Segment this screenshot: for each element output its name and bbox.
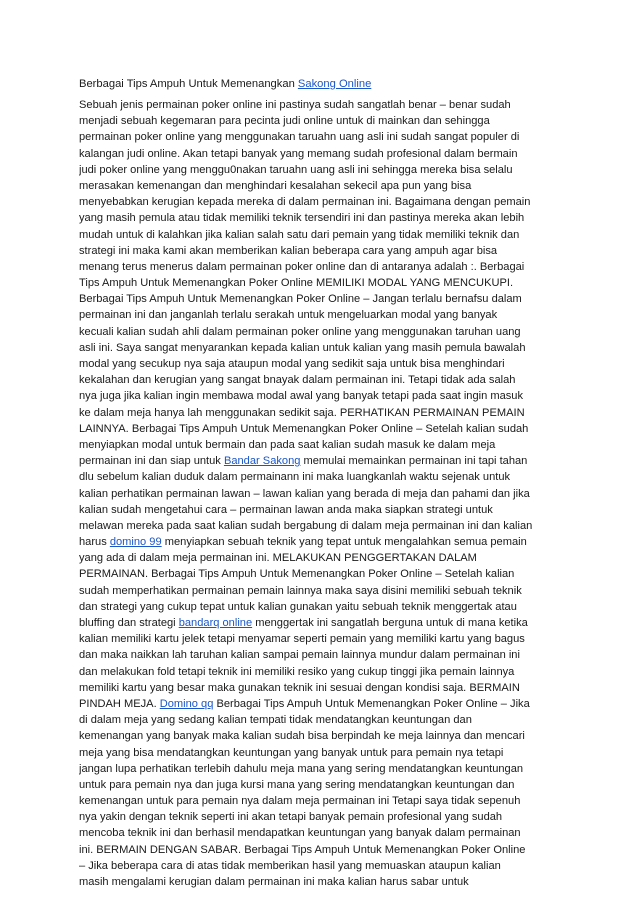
text-line bbox=[79, 486, 564, 502]
text-segment: ke dalam meja hanya lah menggunakan sedikit saja. PERHATIKAN PERMAINAN PEMAIN bbox=[79, 406, 525, 419]
text-segment: yang masih pemula atau tidak memiliki teknik tersendiri ini dan pastinya mereka akan lebih bbox=[79, 212, 525, 225]
text-line bbox=[79, 469, 564, 485]
text-line bbox=[79, 647, 564, 663]
text-segment: kemenangan yang banyak maka kalian sudah bisa berpindah ke meja lainnya dan mencari bbox=[79, 730, 525, 743]
text-line bbox=[79, 437, 564, 453]
text-line bbox=[79, 453, 564, 469]
text-segment: – Jika beberapa cara di atas tidak memberikan hasil yang memuaskan ataupun kalian bbox=[79, 859, 501, 872]
text-line bbox=[79, 712, 564, 728]
text-segment: modal yang secukup nya saja ataupun modal yang sedikit saja untuk bisa menghindari bbox=[79, 358, 505, 370]
text-segment: strategi ini maka kami akan memberikan kalian beberapa cara yang ampuh agar bisa bbox=[79, 244, 498, 257]
text-segment: menjadi sebuah kegemaran para pecinta judi online untuk di mainkan dan sehingga bbox=[79, 115, 490, 128]
text-segment: PERMAINAN. Berbagai Tips Ampuh Untuk Memenangkan Poker Online – Setelah kalian bbox=[79, 568, 515, 581]
text-segment: mencoba teknik ini dan berhasil mendapatkan keuntungan yang banyak dalam permainan bbox=[79, 827, 521, 840]
text-segment: meja yang bisa mendatangkan keuntungan yang banyak untuk para pemain nya tetapi bbox=[79, 746, 504, 759]
text-line bbox=[79, 518, 564, 534]
text-segment: jangan lupa perhatikan terlebih dahulu meja mana yang sering mendatangkan keuntungan bbox=[79, 762, 524, 775]
text-line bbox=[79, 97, 564, 113]
text-line bbox=[79, 825, 564, 841]
text-segment: dan maka naikkan lah taruhan kalian sampai pemain lainnya mundur dalam permainan ini bbox=[79, 649, 520, 662]
text-segment: dan melakukan fold tetapi teknik ini memiliki resiko yang cukup tinggi jika pemain lainnya bbox=[79, 665, 515, 678]
text-line bbox=[79, 696, 564, 712]
text-segment: ini. BERMAIN DENGAN SABAR. Berbagai Tips Ampuh Untuk Memenangkan Poker Online bbox=[79, 843, 526, 856]
text-line bbox=[79, 275, 564, 291]
text-segment: kekalahan dan kerugian yang sangat bnayak dalam permainan ini. Tetapi tidak ada salah bbox=[79, 374, 516, 387]
text-line bbox=[79, 777, 564, 793]
text-segment: PINDAH MEJA. bbox=[79, 697, 160, 710]
text-line bbox=[79, 243, 564, 259]
text-line bbox=[79, 307, 564, 323]
text-segment: permainan poker online yang menggunakan taruahn uang asli ini sudah sangat populer di bbox=[79, 131, 520, 144]
text-segment: LAINNYA. Berbagai Tips Ampuh Untuk Memenangkan Poker Online – Setelah kalian sudah bbox=[79, 422, 529, 435]
text-line bbox=[79, 113, 564, 129]
text-segment: mudah untuk di kalahkan jika kalian salah satu dari pemain yang tidak memiliki teknik dan bbox=[79, 228, 520, 241]
article-body bbox=[79, 97, 564, 890]
text-line bbox=[79, 664, 564, 680]
text-line bbox=[79, 372, 564, 388]
text-segment: menggertak ini sangatlah berguna untuk di mana ketika bbox=[252, 617, 528, 629]
text-line bbox=[79, 534, 564, 550]
text-line bbox=[79, 680, 564, 696]
text-line bbox=[79, 324, 564, 340]
text-segment: harus bbox=[79, 536, 110, 549]
text-line bbox=[79, 761, 564, 777]
text-line bbox=[79, 129, 564, 145]
text-line bbox=[79, 356, 564, 372]
text-segment: nya yakin dengan teknik seperti ini akan tetapi banyak pemain profesional yang sudah bbox=[79, 811, 503, 824]
title-text: Berbagai Tips Ampuh Untuk Memenangkan bbox=[79, 78, 298, 90]
text-segment: menyiapkan modal untuk bermain dan pada saat kalian sudah masuk ke dalam meja bbox=[79, 438, 496, 451]
text-segment: kemenangan untuk para pemain nya dalam meja permainan ini Tetapi saya tidak sepenuh bbox=[79, 795, 521, 808]
text-segment: kecuali kalian sudah ahli dalam permainan poker online yang menggunakan taruhan uang bbox=[79, 325, 521, 338]
text-line bbox=[79, 745, 564, 761]
text-line bbox=[79, 227, 564, 243]
text-line bbox=[79, 599, 564, 615]
text-segment: Berbagai Tips Ampuh Untuk Memenangkan Poker Online – Jika bbox=[213, 697, 530, 710]
bandarq-online-link[interactable]: bandarq online bbox=[178, 617, 253, 629]
text-line bbox=[79, 210, 564, 226]
text-line bbox=[79, 194, 564, 210]
text-line bbox=[79, 405, 564, 421]
text-segment: menang terus menerus dalam permainan poker online dan di antaranya adalah :. Berbagai bbox=[79, 260, 525, 273]
text-segment: kalangan judi online. Akan tetapi banyak yang memang sudah profesional dalam bermain bbox=[79, 147, 518, 160]
document-title bbox=[79, 77, 579, 91]
text-segment: permainan ini dan janganlah terlalu serakah untuk mengeluarkan modal yang banyak bbox=[79, 309, 498, 322]
sakong-online-link[interactable]: Sakong Online bbox=[297, 78, 372, 90]
text-line bbox=[79, 809, 564, 825]
text-segment: merasakan kemenangan dan menghindari kesalahan sekecil apa pun yang bisa bbox=[79, 179, 472, 192]
text-segment: kalian sudah mengetahui cara – permainan lawan anda maka siapkan strategi untuk bbox=[79, 503, 493, 516]
text-segment: untuk para pemain nya dan juga kursi mana yang sering mendatangkan keuntungan dan bbox=[79, 778, 515, 791]
text-line bbox=[79, 502, 564, 518]
text-segment: kalian memiliki kartu jelek tetapi menyamar seperti pemain yang memiliki kartu yang bagus bbox=[79, 633, 525, 646]
text-segment: judi poker online yang menggu0nakan taruahn uang asli ini sehingga mereka bisa selalu bbox=[79, 163, 513, 176]
text-segment: menyebabkan kerugian kepada mereka di dalam permainan ini. Bagaimana dengan pemain bbox=[79, 196, 531, 209]
text-segment: menyiapkan sebuah teknik yang tepat untuk mengalahkan semua pemain bbox=[161, 536, 527, 549]
text-line bbox=[79, 259, 564, 275]
text-line bbox=[79, 874, 564, 890]
text-line bbox=[79, 178, 564, 194]
text-line bbox=[79, 550, 564, 566]
text-segment: permainan ini dan siap untuk bbox=[79, 455, 224, 468]
text-line bbox=[79, 146, 564, 162]
text-line bbox=[79, 291, 564, 307]
text-segment: yang ada di dalam meja permainan ini. MELAKUKAN PENGGERTAKAN DALAM bbox=[79, 552, 477, 565]
text-segment: Sebuah jenis permainan poker online ini pastinya sudah sangatlah benar – benar sudah bbox=[79, 99, 511, 111]
text-line bbox=[79, 793, 564, 809]
text-line bbox=[79, 631, 564, 647]
text-line bbox=[79, 162, 564, 178]
text-line bbox=[79, 728, 564, 744]
text-line bbox=[79, 583, 564, 599]
text-line bbox=[79, 858, 564, 874]
bandar-sakong-link[interactable]: Bandar Sakong bbox=[223, 455, 301, 468]
text-segment: dlu sebelum kalian duduk dalam permainann ini maka luangkanlah waktu sejenak untuk bbox=[79, 471, 511, 484]
text-segment: Berbagai Tips Ampuh Untuk Memenangkan Poker Online – Jangan terlalu bernafsu dalam bbox=[79, 293, 522, 306]
domino-99-link[interactable]: domino 99 bbox=[109, 536, 162, 549]
text-line bbox=[79, 842, 564, 858]
text-line bbox=[79, 615, 564, 631]
text-segment: asli ini. Saya sangat menyarankan kepada kalian untuk kalian yang masih pemula bawalah bbox=[79, 341, 526, 354]
text-line bbox=[79, 421, 564, 437]
text-line bbox=[79, 566, 564, 582]
text-segment: kalian perhatikan permainan lawan – lawan kalian yang berada di meja dan pahami dan jika bbox=[79, 487, 530, 500]
text-segment: memulai memainkan permainan ini tapi tahan bbox=[300, 455, 528, 468]
text-line bbox=[79, 388, 564, 404]
text-segment: Tips Ampuh Untuk Memenangkan Poker Online MEMILIKI MODAL YANG MENCUKUPI. bbox=[79, 277, 514, 290]
text-segment: dan strategi yang cukup tepat untuk kalian gunakan yaitu sebuah teknik menggertak atau bbox=[79, 600, 517, 613]
text-segment: melawan mereka pada saat kalian sudah bergabung di dalam meja permainan ini dan kalian bbox=[79, 519, 533, 532]
text-segment: masih mengalami kerugian dalam permainan ini maka kalian harus sabar untuk bbox=[79, 876, 469, 888]
text-segment: bluffing dan strategi bbox=[79, 617, 179, 629]
text-segment: di dalam meja yang sedang kalian tempati tidak mendatangkan keuntungan dan bbox=[79, 714, 472, 727]
text-line bbox=[79, 340, 564, 356]
domino-qq-link[interactable]: Domino qq bbox=[159, 697, 214, 710]
text-segment: nya juga jika kalian ingin membawa modal awal yang banyak tetapi pada saat ingin masuk bbox=[79, 390, 524, 403]
text-segment: sudah memperhatikan permainan pemain lainnya maka saya disini memiliki sebuah teknik bbox=[79, 584, 522, 597]
text-segment: memiliki kartu yang besar maka gunakan teknik ini sesuai dengan kondisi saja. BERMAIN bbox=[79, 681, 520, 694]
